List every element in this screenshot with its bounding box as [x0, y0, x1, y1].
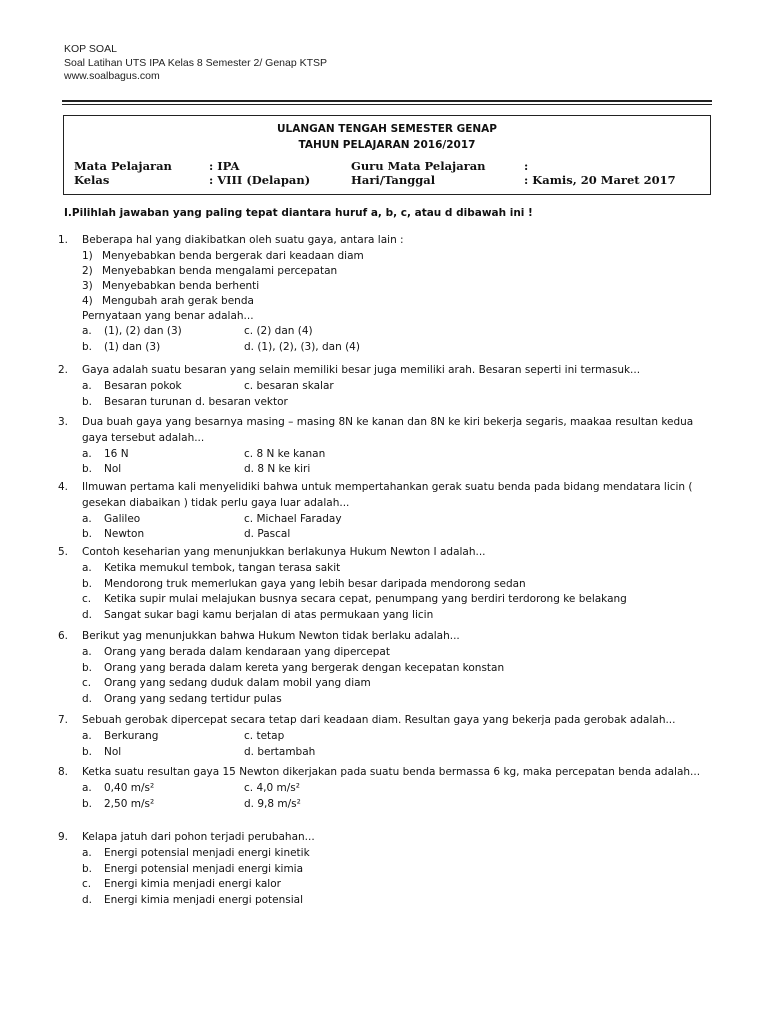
option-letter: d.	[82, 693, 93, 706]
option-list	[82, 447, 718, 479]
option-list	[82, 645, 718, 708]
statement-text: Menyebabkan benda berhenti	[102, 279, 260, 292]
option-row	[82, 592, 718, 608]
question-number: 1.	[58, 234, 69, 246]
option-text: Newton	[104, 528, 145, 541]
question-stem: Contoh keseharian yang menunjukkan berlakunya Hukum Newton I adalah...	[82, 546, 486, 558]
question-note: Pernyataan yang benar adalah...	[82, 309, 254, 322]
option-text: 16 N	[104, 447, 129, 460]
option-row	[82, 862, 718, 878]
statement-text: Menyebabkan benda bergerak dari keadaan diam	[102, 249, 364, 262]
question-8	[58, 765, 718, 812]
option-letter: b.	[82, 577, 93, 590]
option-letter: b.	[82, 797, 93, 810]
option-text: Energi potensial menjadi energi kimia	[104, 862, 304, 875]
option-list	[82, 781, 718, 813]
question-5	[58, 545, 718, 624]
option-list	[82, 561, 718, 624]
option-text: Energi kimia menjadi energi kalor	[104, 878, 281, 891]
option-row	[82, 781, 718, 797]
option-text: (1), (2) dan (3)	[104, 324, 182, 337]
statement-number: 4)	[82, 294, 93, 307]
option-row	[82, 797, 718, 813]
option-letter: b.	[82, 395, 93, 408]
option-letter: b.	[82, 862, 93, 875]
statement-item	[82, 294, 718, 309]
question-stem: Sebuah gerobak dipercepat secara tetap dari keadaan diam. Resultan gaya yang bekerja pada gerobak adalah...	[82, 714, 676, 726]
option-row	[82, 645, 718, 661]
option-text-right: c. (2) dan (4)	[244, 324, 313, 337]
option-row	[82, 512, 718, 528]
option-text-right: d. 9,8 m/s²	[244, 797, 301, 810]
question-stem: Berikut yag menunjukkan bahwa Hukum Newton tidak berlaku adalah...	[82, 630, 460, 642]
option-text-right: d. bertambah	[244, 745, 316, 758]
question-number: 9.	[58, 831, 69, 843]
question-9	[58, 830, 718, 909]
option-text: Besaran turunan d. besaran vektor	[104, 395, 288, 408]
option-row	[82, 527, 718, 543]
statement-list	[82, 249, 718, 309]
option-row	[82, 395, 718, 411]
option-letter: c.	[82, 878, 92, 891]
option-text: (1) dan (3)	[104, 340, 161, 353]
statement-text: Menyebabkan benda mengalami percepatan	[102, 264, 338, 277]
option-list	[82, 512, 718, 544]
exam-year: TAHUN PELAJARAN 2016/2017	[298, 139, 476, 151]
question-number: 5.	[58, 546, 69, 558]
question-number: 7.	[58, 714, 69, 726]
option-row	[82, 577, 718, 593]
option-text: Galileo	[104, 512, 141, 525]
option-text: Orang yang sedang tertidur pulas	[104, 693, 282, 706]
statement-item	[82, 279, 718, 294]
question-3	[58, 415, 718, 478]
kelas-value: : VIII (Delapan)	[209, 173, 311, 187]
option-text: Orang yang berada dalam kereta yang bergerak dengan kecepatan konstan	[104, 661, 505, 674]
statement-item	[82, 264, 718, 279]
option-text: Energi kimia menjadi energi potensial	[104, 894, 304, 907]
option-letter: a.	[82, 512, 92, 525]
option-letter: c.	[82, 677, 92, 690]
option-letter: b.	[82, 528, 93, 541]
question-number: 8.	[58, 766, 69, 778]
option-text: Berkurang	[104, 729, 159, 742]
option-text-right: c. 4,0 m/s²	[244, 781, 300, 794]
instruction: I.Pilihlah jawaban yang paling tepat diantara huruf a, b, c, atau d dibawah ini !	[64, 207, 533, 219]
exam-info-box	[63, 115, 711, 195]
option-row	[82, 745, 718, 761]
option-row	[82, 877, 718, 893]
option-letter: b.	[82, 661, 93, 674]
option-letter: c.	[82, 593, 92, 606]
question-stem: Kelapa jatuh dari pohon terjadi perubahan...	[82, 831, 315, 843]
option-text-right: d. Pascal	[244, 528, 291, 541]
document-header	[64, 43, 327, 84]
header-website: www.soalbagus.com	[64, 70, 160, 82]
option-row	[82, 379, 718, 395]
question-number: 4.	[58, 481, 69, 493]
statement-text: Mengubah arah gerak benda	[102, 294, 254, 307]
option-text: Sangat sukar bagi kamu berjalan di atas permukaan yang licin	[104, 609, 434, 622]
option-row	[82, 447, 718, 463]
question-2	[58, 363, 718, 410]
guru-value: :	[524, 159, 529, 173]
option-letter: d.	[82, 894, 93, 907]
statement-number: 2)	[82, 264, 93, 277]
header-rule-thin	[62, 104, 712, 105]
option-text: Mendorong truk memerlukan gaya yang lebih besar daripada mendorong sedan	[104, 577, 526, 590]
option-letter: b.	[82, 463, 93, 476]
question-7	[58, 713, 718, 760]
option-text: 2,50 m/s²	[104, 797, 155, 810]
option-text-right: d. (1), (2), (3), dan (4)	[244, 340, 360, 353]
kelas-label: Kelas	[74, 173, 110, 187]
option-letter: a.	[82, 846, 92, 859]
option-text: Orang yang berada dalam kendaraan yang dipercepat	[104, 645, 390, 658]
option-letter: a.	[82, 561, 92, 574]
option-text: Besaran pokok	[104, 379, 182, 392]
question-number: 2.	[58, 364, 69, 376]
question-stem: Ketka suatu resultan gaya 15 Newton dikerjakan pada suatu benda bermassa 6 kg, maka percepatan benda adalah...	[82, 766, 701, 778]
question-6	[58, 629, 718, 708]
option-text: Nol	[104, 745, 122, 758]
question-4	[58, 480, 718, 543]
mapel-value: : IPA	[209, 159, 240, 173]
option-row	[82, 340, 718, 356]
header-subtitle: Soal Latihan UTS IPA Kelas 8 Semester 2/ Genap KTSP	[64, 56, 328, 69]
question-stem: Ilmuwan pertama kali menyelidiki bahwa untuk mempertahankan gerak suatu benda pada bidang mendatara licin ( gesekan diabaikan ) tidak perlu gaya luar adalah...	[82, 481, 693, 509]
option-text-right: c. Michael Faraday	[244, 512, 342, 525]
option-row	[82, 676, 718, 692]
option-text: Ketika memukul tembok, tangan terasa sakit	[104, 561, 341, 574]
option-text: Nol	[104, 463, 122, 476]
option-list	[82, 379, 718, 411]
mapel-label: Mata Pelajaran	[74, 159, 172, 173]
option-row	[82, 661, 718, 677]
option-row	[82, 692, 718, 708]
question-stem: Gaya adalah suatu besaran yang selain memiliki besar juga memiliki arah. Besaran seperti ini termasuk...	[82, 364, 641, 376]
option-letter: a.	[82, 645, 92, 658]
statement-number: 1)	[82, 249, 93, 262]
option-list	[82, 729, 718, 761]
header-rule-thick	[62, 100, 712, 102]
option-letter: a.	[82, 447, 92, 460]
option-list	[82, 846, 718, 909]
option-letter: a.	[82, 324, 92, 337]
question-1	[58, 233, 718, 355]
option-text: Energi potensial menjadi energi kinetik	[104, 846, 310, 859]
statement-item	[82, 249, 718, 264]
option-text-right: c. besaran skalar	[244, 379, 334, 392]
option-row	[82, 324, 718, 340]
option-row	[82, 729, 718, 745]
hari-value: : Kamis, 20 Maret 2017	[524, 173, 676, 187]
option-letter: a.	[82, 781, 92, 794]
option-letter: b.	[82, 745, 93, 758]
option-letter: a.	[82, 379, 92, 392]
option-text-right: c. tetap	[244, 729, 285, 742]
option-row	[82, 462, 718, 478]
option-letter: b.	[82, 340, 93, 353]
option-list	[82, 324, 718, 356]
option-text-right: c. 8 N ke kanan	[244, 447, 326, 460]
option-text: 0,40 m/s²	[104, 781, 155, 794]
hari-label: Hari/Tanggal	[351, 173, 436, 187]
option-row	[82, 608, 718, 624]
option-row	[82, 893, 718, 909]
exam-title: ULANGAN TENGAH SEMESTER GENAP	[276, 123, 498, 135]
question-stem: Beberapa hal yang diakibatkan oleh suatu gaya, antara lain :	[82, 234, 404, 246]
option-text-right: d. 8 N ke kiri	[244, 463, 311, 476]
statement-number: 3)	[82, 279, 93, 292]
option-text: Orang yang sedang duduk dalam mobil yang diam	[104, 677, 371, 690]
question-number: 3.	[58, 416, 69, 428]
guru-label: Guru Mata Pelajaran	[351, 159, 486, 173]
option-text: Ketika supir mulai melajukan busnya secara cepat, penumpang yang berdiri terdorong ke belakang	[104, 593, 627, 606]
option-letter: a.	[82, 729, 92, 742]
option-letter: d.	[82, 609, 93, 622]
header-kop: KOP SOAL	[64, 43, 117, 55]
question-stem: Dua buah gaya yang besarnya masing – masing 8N ke kanan dan 8N ke kiri bekerja segaris, maakaa resultan kedua gaya tersebut adalah...	[82, 416, 694, 444]
question-number: 6.	[58, 630, 69, 642]
option-row	[82, 561, 718, 577]
option-row	[82, 846, 718, 862]
